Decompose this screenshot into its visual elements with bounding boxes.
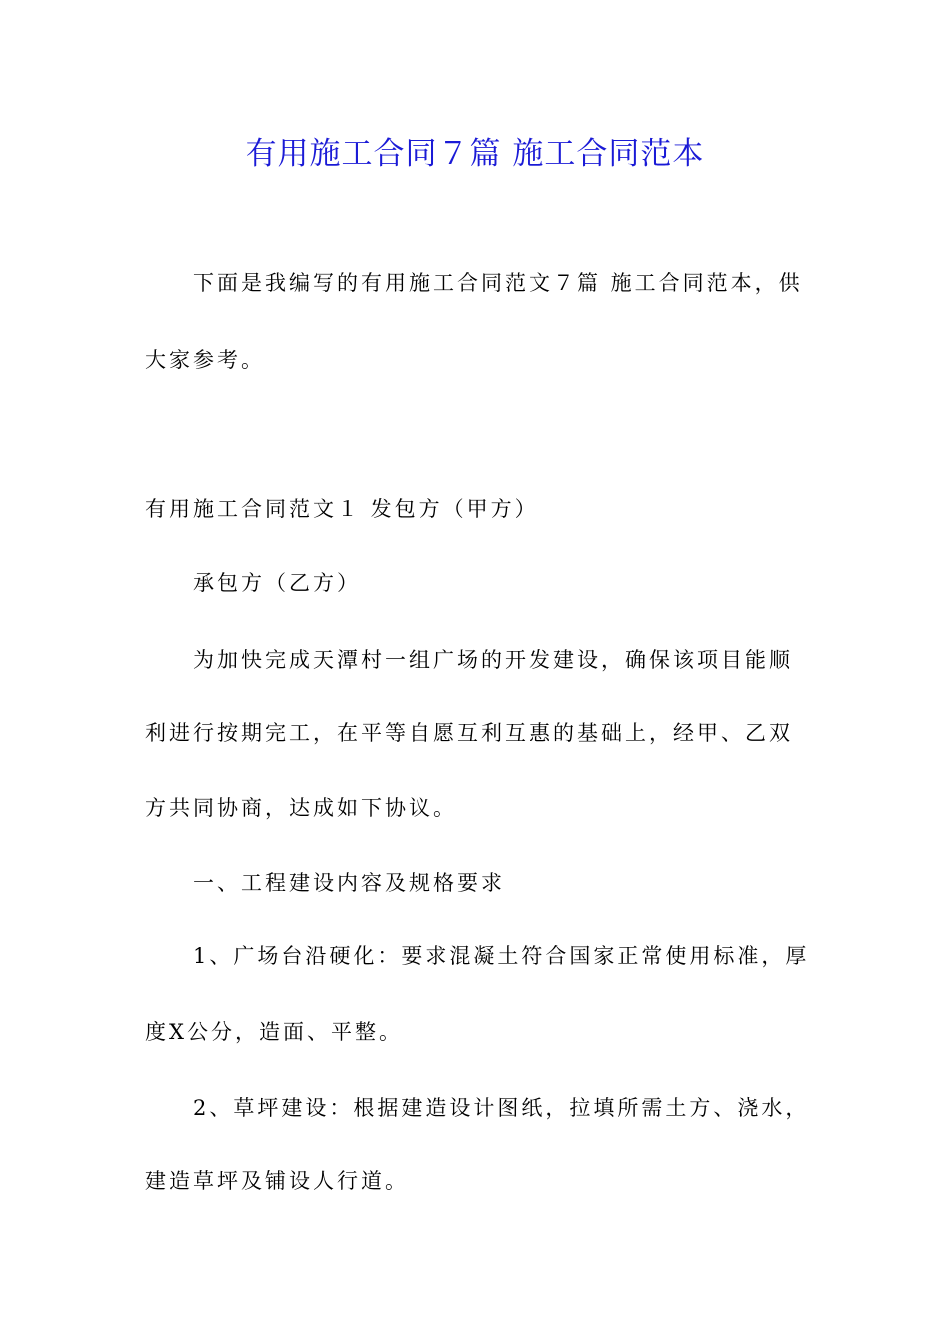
item-2-line-2: 建造草坪及铺设人行道。 [145,1169,409,1193]
section-heading-line: 有用施工合同范文１ 发包方（甲方） [145,497,539,521]
paragraph-line-2: 利进行按期完工，在平等自愿互利互惠的基础上，经甲、乙双 [145,721,793,745]
item-1-line-1: 1、广场台沿硬化：要求混凝土符合国家正常使用标准，厚 [193,944,810,968]
intro-line-1: 下面是我编写的有用施工合同范文７篇 施工合同范本，供 [193,271,803,295]
item-2-line-1: 2、草坪建设：根据建造设计图纸，拉填所需土方、浇水， [193,1096,810,1120]
paragraph-line-1: 为加快完成天潭村一组广场的开发建设，确保该项目能顺 [193,648,793,672]
item-1-line-2: 度X公分，造面、平整。 [145,1020,403,1044]
intro-line-2: 大家参考。 [145,348,265,372]
paragraph-line-3: 方共同协商，达成如下协议。 [145,796,457,820]
subheading-line: 一、工程建设内容及规格要求 [193,871,505,895]
document-title: 有用施工合同７篇 施工合同范本 [245,136,705,172]
contractor-line: 承包方（乙方） [193,571,361,595]
